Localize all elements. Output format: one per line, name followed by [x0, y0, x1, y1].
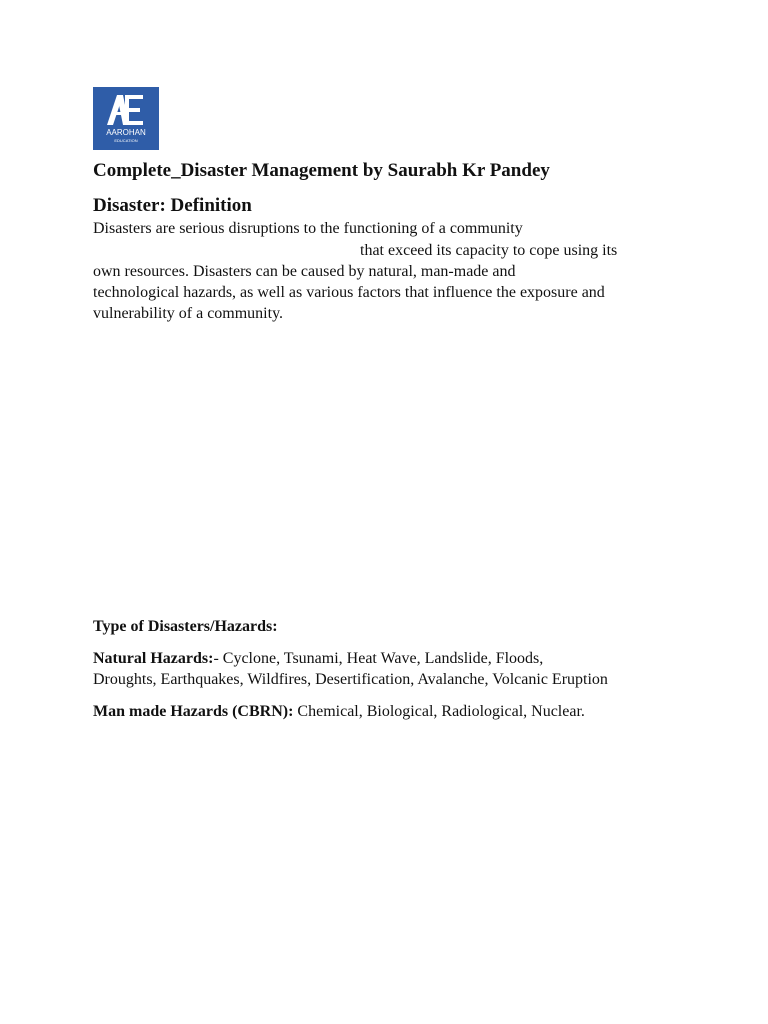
- natural-hazards-line-1: [93, 648, 543, 669]
- natural-hazards-list-2: Droughts, Earthquakes, Wildfires, Desertification, Avalanche, Volcanic Eruption: [93, 671, 608, 688]
- logo-wordmark: AAROHAN: [106, 128, 146, 137]
- definition-line-1: Disasters are serious disruptions to the functioning of a community: [93, 220, 523, 237]
- definition-line-2: that exceed its capacity to cope using its: [360, 242, 618, 259]
- logo-graphic: [93, 87, 159, 150]
- man-made-hazards-line: [93, 701, 585, 722]
- definition-line-5: vulnerability of a community.: [93, 305, 284, 322]
- natural-hazards-list-1: - Cyclone, Tsunami, Heat Wave, Landslide, Floods,: [213, 650, 544, 667]
- aarohan-education-logo: [93, 87, 159, 150]
- definition-heading: Disaster: Definition: [93, 195, 252, 216]
- natural-hazards-label: Natural Hazards:: [93, 650, 214, 667]
- man-made-hazards-label: Man made Hazards (CBRN):: [93, 703, 294, 720]
- definition-line-4: technological hazards, as well as various factors that influence the exposure and: [93, 284, 605, 301]
- document-title: Complete_Disaster Management by Saurabh Kr Pandey: [93, 160, 550, 181]
- logo-tagline: EDUCATION: [114, 138, 138, 143]
- types-heading: Type of Disasters/Hazards:: [93, 618, 278, 635]
- man-made-hazards-list: Chemical, Biological, Radiological, Nuclear.: [293, 703, 585, 720]
- definition-line-3: own resources. Disasters can be caused by natural, man-made and: [93, 263, 516, 280]
